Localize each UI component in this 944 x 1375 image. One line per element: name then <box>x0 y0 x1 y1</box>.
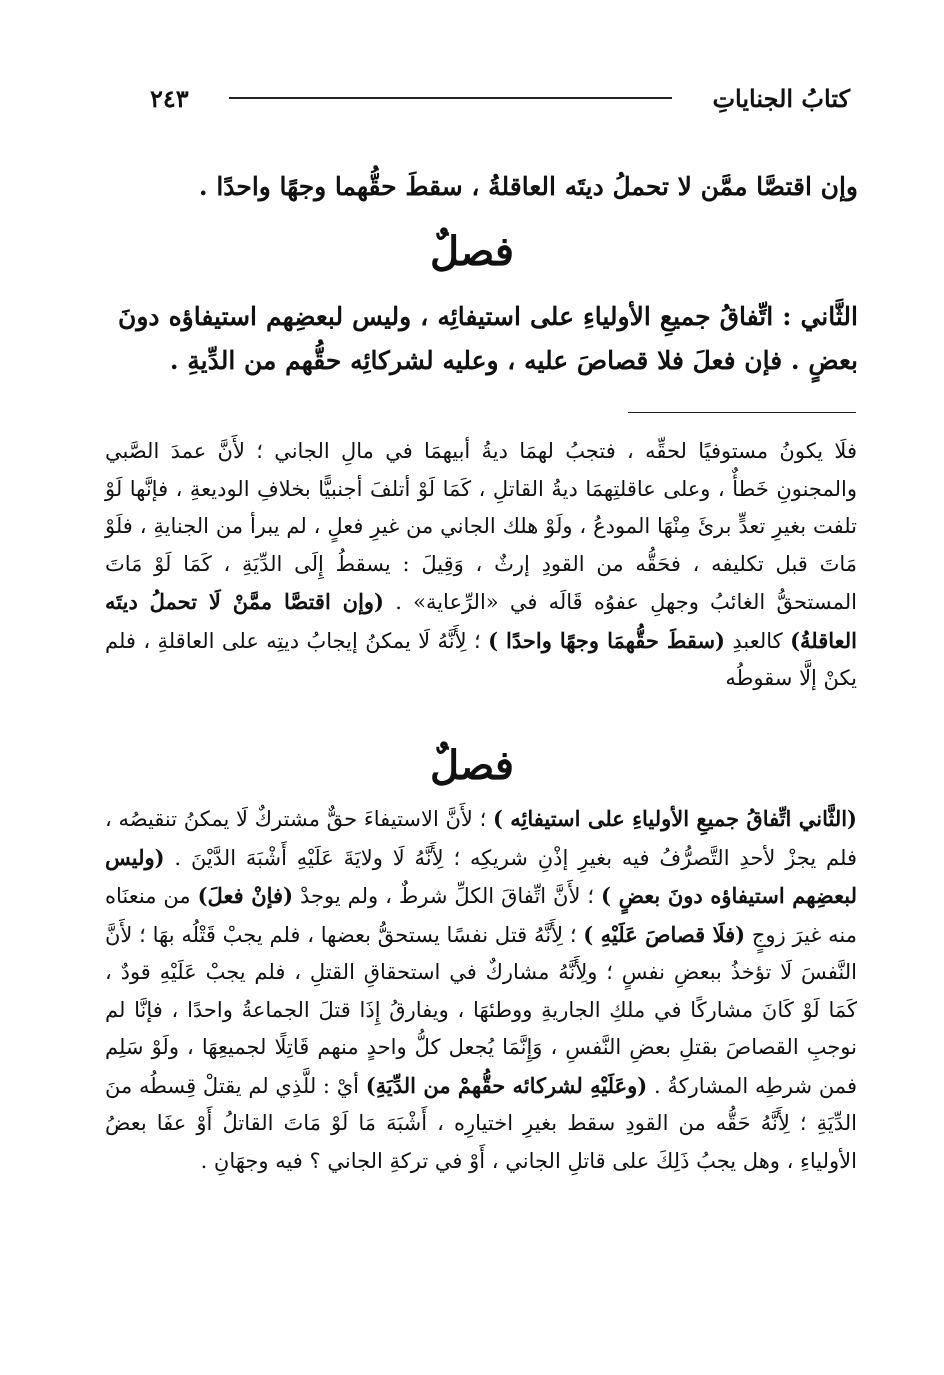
commentary-text: من منعنَاه منه غيرَ زوجٍ <box>105 884 858 947</box>
commentary-text: ؛ لِأَنَّهُ قتل نفسًا يستحقُّ بعضها ، فلم يجبْ قَتْلُه بهَا ؛ لأَنَّ النَّفسَ لَا تؤخذُ ببعضِ نفسٍ ؛ ولِأَنَّهُ مشاركٌ في استحقاقِ القتلِ ، فلم يجبْ عَلَيْهِ قودٌ ، كَمَا لَوْ كَانَ مشاركًا في ملكِ الجاريةِ ووطئهَا ، ويفارقُ إِذَا قتلَ الجماعةُ واحدًا ، فإنَّا لم نوجبِ القصاصَ بقتلِ بعضِ النَّفسِ ، وَإِنَّمَا يُجعل كلُّ واحدٍ منهم قَاتِلًا لجميعِهَا ، ولَوْ سَلِم فمن شرطِه المشاركةُ . <box>105 922 857 1098</box>
book-title: كتابُ الجناياتِ <box>712 83 850 113</box>
footnote-divider <box>628 412 856 413</box>
page-number: ٢٤٣ <box>150 83 189 113</box>
commentary-text: ؛ لأَنَّ الاستيفاءَ حقٌّ مشتركٌ لَا يمكنُ تنقيصُه ، فلم يجزْ لأحدِ التَّصرُّفُ فيه بغيرِ إذْنِ شريكِه ؛ لِأَنَّهُ لَا ولايَةَ عَلَيْهِ أَشْبَهَ الدَّيْنَ . <box>105 807 857 870</box>
quoted-matn: (وليس لبعضِهم استيفاؤه دونَ بعضٍ ) <box>105 844 857 908</box>
quoted-matn: (وعَلَيْهِ لشركائه حقُّهمْ من الدِّيَةِ) <box>365 1072 648 1098</box>
commentary-text: أيْ : للَّذِي لم يقتلْ قِسطُه منَ الدِّيَةِ ؛ لِأَنَّهُ حَقُّه من القودِ سقط بغيرِ اختيارِه ، أَشْبَهَ مَا لَوْ مَاتَ القاتلُ أَوْ عفَا بعضُ الأولياءِ ، وهل يجبُ ذَلِكَ على قاتلِ الجاني ، أَوْ في تركةِ الجاني ؟ فيه وجهَانِ . <box>105 1073 857 1173</box>
section-heading-1: فصلٌ <box>429 228 515 275</box>
quoted-matn: (فلَا قصاصَ عَلَيْهِ ) <box>583 921 746 947</box>
commentary-text: ؛ لأَنَّ اتِّفاقَ الكلِّ شرطٌ ، ولم يوجدْ <box>293 884 602 908</box>
commentary-paragraph-1 <box>105 433 857 698</box>
commentary-paragraph-2 <box>105 800 857 1180</box>
commentary-text: ؛ لِأَنَّهُ لَا يمكنُ إيجابُ ديتِه على العاقلةِ ، فلم يكنْ إلَّا سقوطُه <box>105 628 857 690</box>
matn-paragraph-2: الثَّاني : اتِّفاقُ جميعِ الأولياءِ على استيفائِه ، وليس لبعضِهم استيفاؤه دونَ بعضٍ . فإن فعلَ فلا قصاصَ عليه ، وعليه لشركائِه حقُّهم من الدِّيةِ . <box>118 302 858 375</box>
quoted-matn: (الثَّاني اتِّفاقُ جميعِ الأولياءِ على استيفائِه ) <box>492 806 857 831</box>
quoted-matn: (وإن اقتصَّا ممَّنْ لَا تحملُ ديتَه العاقلةُ) <box>105 589 858 653</box>
commentary-text: فلَا يكونُ مستوفيًا لحقِّه ، فتجبُ لهمَا ديةُ أبيهمَا في مالِ الجاني ؛ لأَنَّ عمدَ الصَّبي والمجنونِ خَطأٌ ، وعلى عاقلتِهمَا ديةُ القاتلِ ، كَمَا لَوْ أتلفَ أجنبيًّا بخلافِ الوديعةِ ، فإنَّها لَوْ تلفت بغيرِ تعدٍّ برئَ مِنْهَا المودعُ ، ولَوْ هلك الجاني من غيرِ فعلٍ ، لم يبرأ من الجنايةِ ، فلَوْ مَاتَ قبل تكليفه ، فحَقُّه من القودِ إرثٌ ، وَقِيلَ : يسقطُ إِلَى الدِّيَةِ ، كَمَا لَوْ مَاتَ المستحقُّ الغائبُ وجهلِ عفوُه قَالَه في «الرِّعاية» . <box>105 439 857 614</box>
page-header <box>150 78 850 118</box>
section-heading-2: فصلٌ <box>429 742 515 789</box>
header-rule <box>229 97 673 99</box>
quoted-matn: (فإنْ فعلَ) <box>197 883 294 908</box>
matn-paragraph-1: وإن اقتصَّا ممَّن لا تحملُ ديتَه العاقلةُ ، سقطَ حقُّهما وجهًا واحدًا . <box>198 172 858 201</box>
commentary-text: كالعبدِ <box>725 628 791 653</box>
quoted-matn: (سقطَ حقُّهمَا وجهًا واحدًا ) <box>488 627 725 653</box>
